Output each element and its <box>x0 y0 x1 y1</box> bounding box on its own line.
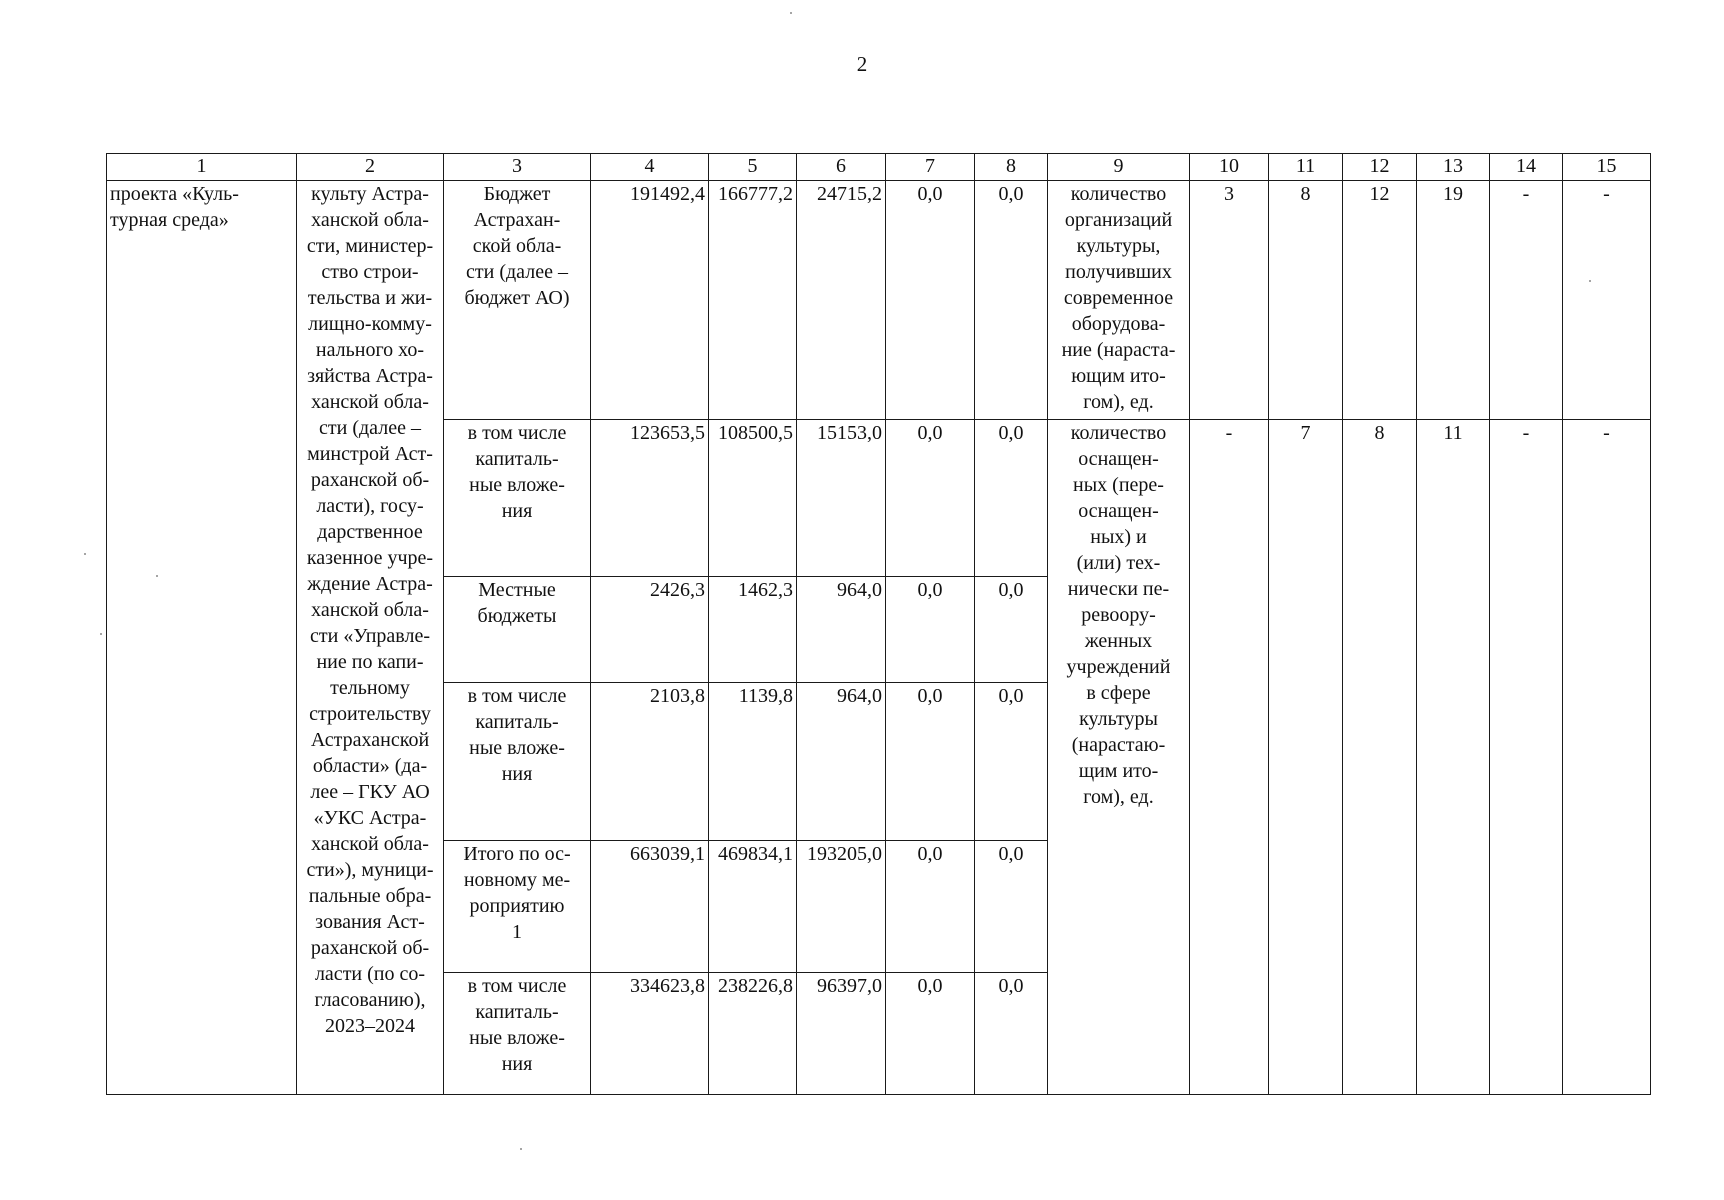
project-name-cell: проекта «Куль- турная среда» <box>107 181 297 1095</box>
value-cell: 1139,8 <box>709 683 797 841</box>
value-cell: 0,0 <box>975 577 1048 683</box>
header-cell: 6 <box>797 154 886 181</box>
scan-speck <box>790 12 792 14</box>
value-cell: 1462,3 <box>709 577 797 683</box>
value-cell: 166777,2 <box>709 181 797 420</box>
indicator-value-cell: - <box>1563 420 1651 1095</box>
value-cell: 0,0 <box>886 577 975 683</box>
indicator-value-cell: 7 <box>1269 420 1343 1095</box>
indicator-value-cell: 19 <box>1417 181 1490 420</box>
value-cell: 0,0 <box>886 181 975 420</box>
indicator-value-cell: 12 <box>1343 181 1417 420</box>
value-cell: 0,0 <box>975 181 1048 420</box>
header-cell: 12 <box>1343 154 1417 181</box>
header-cell: 9 <box>1048 154 1190 181</box>
value-cell: 334623,8 <box>591 973 709 1095</box>
indicator-value-cell: 8 <box>1343 420 1417 1095</box>
budget-table <box>106 153 1651 1095</box>
value-cell: 0,0 <box>975 683 1048 841</box>
indicator-value-cell: - <box>1490 420 1563 1095</box>
value-cell: 964,0 <box>797 683 886 841</box>
header-cell: 1 <box>107 154 297 181</box>
funding-source-cell: Местные бюджеты <box>444 577 591 683</box>
header-cell: 4 <box>591 154 709 181</box>
header-cell: 14 <box>1490 154 1563 181</box>
scan-speck <box>84 553 86 555</box>
value-cell: 964,0 <box>797 577 886 683</box>
header-row <box>107 154 1651 181</box>
indicator-value-cell: - <box>1190 420 1269 1095</box>
header-cell: 5 <box>709 154 797 181</box>
value-cell: 15153,0 <box>797 420 886 577</box>
header-cell: 7 <box>886 154 975 181</box>
value-cell: 96397,0 <box>797 973 886 1095</box>
value-cell: 123653,5 <box>591 420 709 577</box>
page-number: 2 <box>856 52 868 76</box>
funding-source-cell: Бюджет Астрахан- ской обла- сти (далее – бюджет АО) <box>444 181 591 420</box>
value-cell: 193205,0 <box>797 841 886 973</box>
indicator-value-cell: - <box>1563 181 1651 420</box>
header-cell: 8 <box>975 154 1048 181</box>
indicator-cell: количество оснащен- ных (пере- оснащен- ных) и (или) тех- нически пе- ревоору- женных учреждений в сфере культуры (нарастаю- щим ито- гом), ед. <box>1048 420 1190 1095</box>
funding-source-cell: в том числе капиталь- ные вложе- ния <box>444 973 591 1095</box>
value-cell: 0,0 <box>975 841 1048 973</box>
value-cell: 0,0 <box>975 420 1048 577</box>
value-cell: 0,0 <box>886 683 975 841</box>
executors-cell: культу Астра- ханской обла- сти, министер- ство строи- тельства и жи- лищно-комму- нального хо- зяйства Астра- ханской обла- сти (далее – минстрой Аст- раханской об- ласти), госу- дарственное казенное учре- ждение Астра- ханской обла- сти «Управле- ние по капи- тельному строительству Астраханской области» (да- лее – ГКУ АО «УКС Астра- ханской обла- сти»), муници- пальные обра- зования Аст- раханской об- ласти (по со- гласованию), 2023–2024 <box>297 181 444 1095</box>
scan-speck <box>520 1148 522 1150</box>
header-cell: 2 <box>297 154 444 181</box>
funding-source-cell: Итого по ос- новному ме- роприятию 1 <box>444 841 591 973</box>
indicator-value-cell: 3 <box>1190 181 1269 420</box>
value-cell: 108500,5 <box>709 420 797 577</box>
indicator-cell: количество организаций культуры, получивших современное оборудова- ние (нараста- ющим ито- гом), ед. <box>1048 181 1190 420</box>
indicator-value-cell: 8 <box>1269 181 1343 420</box>
value-cell: 0,0 <box>886 973 975 1095</box>
value-cell: 238226,8 <box>709 973 797 1095</box>
value-cell: 0,0 <box>975 973 1048 1095</box>
value-cell: 469834,1 <box>709 841 797 973</box>
value-cell: 24715,2 <box>797 181 886 420</box>
value-cell: 2426,3 <box>591 577 709 683</box>
header-cell: 15 <box>1563 154 1651 181</box>
value-cell: 0,0 <box>886 420 975 577</box>
header-cell: 3 <box>444 154 591 181</box>
value-cell: 0,0 <box>886 841 975 973</box>
indicator-value-cell: 11 <box>1417 420 1490 1095</box>
header-cell: 11 <box>1269 154 1343 181</box>
scan-speck <box>100 633 102 635</box>
header-cell: 13 <box>1417 154 1490 181</box>
funding-source-cell: в том числе капиталь- ные вложе- ния <box>444 683 591 841</box>
value-cell: 663039,1 <box>591 841 709 973</box>
table-row <box>107 181 1651 420</box>
scan-speck <box>1589 280 1591 282</box>
scan-speck <box>156 575 158 577</box>
indicator-value-cell: - <box>1490 181 1563 420</box>
value-cell: 2103,8 <box>591 683 709 841</box>
funding-source-cell: в том числе капиталь- ные вложе- ния <box>444 420 591 577</box>
value-cell: 191492,4 <box>591 181 709 420</box>
header-cell: 10 <box>1190 154 1269 181</box>
